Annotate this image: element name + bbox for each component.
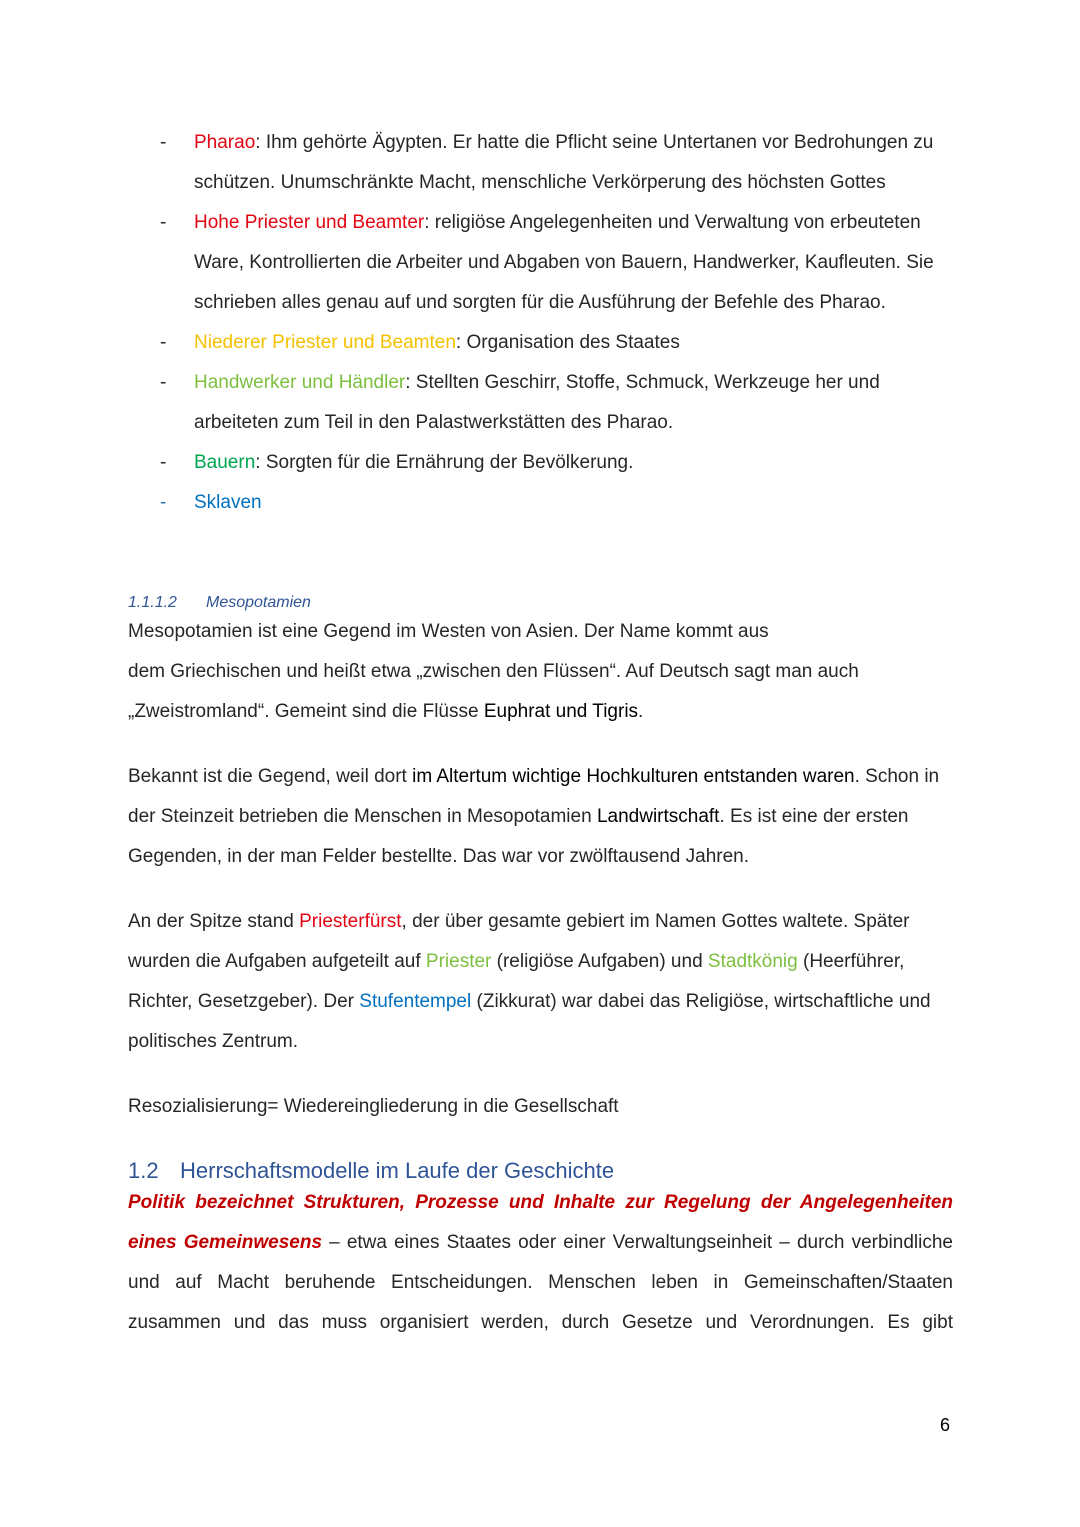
list-item-text: : religiöse Angelegenheiten und Verwaltung von erbeuteten Ware, Kontrollierten die Arbeiter und Abgaben von Bauern, Handwerker, Kaufleuten. Sie schrieben alles genau auf und sorgten für die Ausführung der Befehle des Pharao.	[194, 212, 934, 313]
term-bauern: Bauern	[194, 452, 256, 473]
text-run: (Heerführer, Richter, Gesetzgeber). Der	[128, 951, 905, 1012]
term-niedere-priester: Niederer Priester und Beamten	[194, 332, 456, 353]
list-dash: -	[160, 452, 167, 473]
list-dash: -	[160, 132, 167, 153]
text-run: . Es ist eine der ersten Gegenden, in der man Felder bestellte. Das war vor zwölftausend Jahren.	[128, 806, 909, 867]
section-heading-herrschaftsmodelle	[128, 1158, 614, 1184]
text-run: (religiöse Aufgaben) und	[491, 951, 708, 972]
definition-politik: Politik bezeichnet Strukturen, Prozesse und Inhalte zur Regelung der Angelegenheiten eines Gemeinwesens	[128, 1192, 953, 1253]
list-item-hohe-priester	[160, 203, 960, 323]
bold-landwirtschaft: Landwirtschaft	[596, 806, 720, 827]
list-item-sklaven	[160, 483, 960, 523]
text-run: . Schon in der Steinzeit betrieben die Menschen in Mesopotamien	[128, 766, 940, 827]
text-run: , der über gesamte gebiert im Namen Gottes waltete. Später wurden die Aufgaben aufgeteilt auf	[128, 911, 910, 972]
paragraph-politik-definition	[128, 1183, 953, 1343]
term-stufentempel: Stufentempel	[359, 991, 472, 1012]
bold-rivers: Euphrat und Tigris	[483, 701, 639, 722]
section-title: Herrschaftsmodelle im Laufe der Geschichte	[180, 1158, 615, 1183]
list-item-handwerker	[160, 363, 960, 443]
text-run: dem Griechischen und heißt etwa „zwischen den Flüssen“. Auf Deutsch sagt man auch „Zweistromland“. Gemeint sind die Flüsse	[128, 661, 859, 722]
list-item-text: : Organisation des Staates	[455, 332, 680, 353]
term-priester: Priester	[425, 951, 492, 972]
term-priesterfuerst: Priesterfürst	[299, 911, 402, 932]
term-pharao: Pharao	[194, 132, 256, 153]
text-run: – etwa eines Staates oder einer Verwaltungseinheit – durch verbindliche und auf Macht beruhende Entscheidungen. Menschen leben in Gemeinschaften/Staaten zusammen und das muss organisiert werden, durch Gesetze und Verordnungen. Es gibt	[128, 1232, 953, 1333]
term-stadtkoenig: Stadtkönig	[707, 951, 798, 972]
list-dash: -	[160, 212, 167, 233]
social-hierarchy-list	[160, 123, 960, 523]
list-item-text: : Stellten Geschirr, Stoffe, Schmuck, Werkzeuge her und arbeiteten zum Teil in den Palastwerkstätten des Pharao.	[194, 372, 880, 433]
text-run: (Zikkurat) war dabei das Religiöse, wirtschaftliche und politisches Zentrum.	[128, 991, 931, 1052]
text-run: An der Spitze stand	[128, 911, 300, 932]
bold-hochkulturen: im Altertum wichtige Hochkulturen entstanden waren	[412, 766, 855, 787]
section-heading-mesopotamien	[128, 594, 311, 612]
text-run: Bekannt ist die Gegend, weil dort	[128, 766, 413, 787]
term-hohe-priester: Hohe Priester und Beamter	[194, 212, 425, 233]
list-item-text: : Sorgten für die Ernährung der Bevölkerung.	[255, 452, 634, 473]
list-item-text: : Ihm gehörte Ägypten. Er hatte die Pflicht seine Untertanen vor Bedrohungen zu schützen. Unumschränkte Macht, menschliche Verkörperung des höchsten Gottes	[194, 132, 934, 193]
text-run: .	[638, 701, 644, 722]
paragraph-resozialisierung: Resozialisierung= Wiedereingliederung in die Gesellschaft	[128, 1096, 619, 1117]
section-number: 1.1.1.2	[128, 594, 177, 611]
text-run: Mesopotamien ist eine Gegend im Westen von Asien. Der Name kommt aus	[128, 621, 769, 642]
paragraph-mesopotamien-intro	[128, 612, 953, 732]
list-dash: -	[160, 332, 167, 353]
paragraph-hochkulturen	[128, 757, 953, 877]
section-number: 1.2	[128, 1158, 159, 1183]
list-dash: -	[160, 372, 167, 393]
list-dash: -	[160, 492, 167, 513]
section-title: Mesopotamien	[206, 594, 311, 611]
term-handwerker: Handwerker und Händler	[194, 372, 406, 393]
list-item-bauern	[160, 443, 960, 483]
page-number: 6	[940, 1415, 951, 1435]
list-item-niedere-priester	[160, 323, 960, 363]
term-sklaven: Sklaven	[194, 492, 262, 513]
list-item-pharao	[160, 123, 960, 203]
paragraph-herrschaft	[128, 902, 953, 1062]
